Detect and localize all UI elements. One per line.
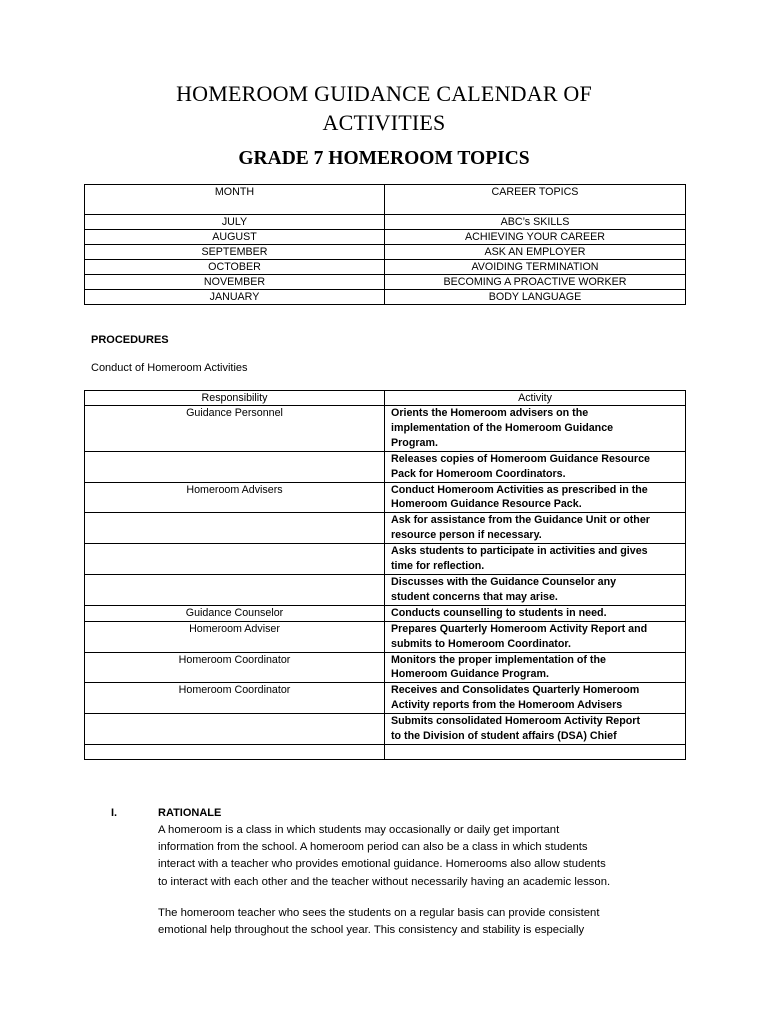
table-row	[85, 513, 686, 544]
responsibility-cell	[85, 714, 385, 745]
activity-line: resource person if necessary.	[391, 529, 542, 542]
paragraph-line: interact with a teacher who provides emotional guidance. Homerooms also allow students	[158, 858, 606, 871]
activity-cell	[385, 574, 686, 605]
paragraph-line: information from the school. A homeroom period can also be a class in which students	[158, 841, 588, 854]
responsibility-cell: Homeroom Advisers	[85, 482, 385, 513]
career-topics-table	[84, 184, 686, 305]
activity-line: time for reflection.	[391, 560, 485, 573]
paragraph-line: emotional help throughout the school year. This consistency and stability is especially	[158, 924, 585, 937]
activity-line: implementation of the Homeroom Guidance	[391, 421, 614, 434]
procedures-table	[84, 390, 686, 760]
responsibility-cell: Guidance Personnel	[85, 406, 385, 452]
career-topic-cell: ACHIEVING YOUR CAREER	[385, 230, 686, 245]
activity-line: Conducts counselling to students in need.	[391, 606, 607, 619]
activity-line: Orients the Homeroom advisers on the	[391, 407, 589, 419]
table-row	[85, 275, 686, 290]
month-cell: NOVEMBER	[85, 275, 385, 290]
paragraph-line: to interact with each other and the teacher without necessarily having an academic lesson.	[158, 875, 611, 888]
activity-cell	[385, 482, 686, 513]
activity-cell	[385, 544, 686, 575]
activity-line: Receives and Consolidates Quarterly Homeroom	[391, 684, 640, 697]
activity-cell	[385, 714, 686, 745]
table-row	[85, 245, 686, 260]
activity-line: Ask for assistance from the Guidance Unit or other	[391, 514, 650, 527]
career-table-header-row	[85, 185, 686, 215]
table-row	[85, 574, 686, 605]
activity-cell	[385, 406, 686, 452]
table-row	[85, 652, 686, 683]
table-row	[85, 605, 686, 621]
table-row	[85, 482, 686, 513]
empty-cell	[385, 744, 686, 759]
document-subtitle: GRADE 7 HOMEROOM TOPICS	[238, 148, 530, 169]
activity-cell	[385, 605, 686, 621]
career-topic-cell: BECOMING A PROACTIVE WORKER	[385, 275, 686, 290]
table-row	[85, 215, 686, 230]
month-cell: JULY	[85, 215, 385, 230]
activity-cell	[385, 513, 686, 544]
activity-cell	[385, 451, 686, 482]
table-row	[85, 683, 686, 714]
table-row	[85, 714, 686, 745]
activity-line: Activity reports from the Homeroom Advisers	[391, 699, 623, 712]
table-row	[85, 544, 686, 575]
activity-line: Monitors the proper implementation of the	[391, 653, 606, 666]
table-row	[85, 451, 686, 482]
activity-line: Discusses with the Guidance Counselor any	[391, 575, 617, 588]
document-title-line-2: ACTIVITIES	[322, 110, 446, 135]
rationale-paragraph-1	[158, 822, 698, 891]
rationale-heading: RATIONALE	[158, 807, 222, 819]
activity-line: Releases copies of Homeroom Guidance Resource	[391, 452, 650, 465]
activity-line: Submits consolidated Homeroom Activity Report	[391, 715, 641, 728]
activity-cell	[385, 683, 686, 714]
paragraph-line: A homeroom is a class in which students may occasionally or daily get important	[158, 824, 560, 836]
column-header-activity: Activity	[385, 391, 686, 406]
activity-cell	[385, 621, 686, 652]
table-row	[85, 230, 686, 245]
month-cell: JANUARY	[85, 290, 385, 305]
activity-line: Conduct Homeroom Activities as prescribed in the	[391, 483, 648, 496]
career-topic-cell: ASK AN EMPLOYER	[385, 245, 686, 260]
activity-line: to the Division of student affairs (DSA) Chief	[391, 730, 617, 743]
paragraph-line: The homeroom teacher who sees the students on a regular basis can provide consistent	[158, 907, 600, 919]
month-cell: SEPTEMBER	[85, 245, 385, 260]
career-topic-cell: ABC’s SKILLS	[385, 215, 686, 230]
empty-cell	[85, 744, 385, 759]
column-header-responsibility: Responsibility	[85, 391, 385, 406]
section-number: I.	[111, 807, 118, 819]
activity-line: Homeroom Guidance Program.	[391, 668, 549, 681]
responsibility-cell: Homeroom Coordinator	[85, 652, 385, 683]
table-row	[85, 260, 686, 275]
table-row	[85, 621, 686, 652]
activity-line: Prepares Quarterly Homeroom Activity Report and	[391, 622, 648, 635]
activity-line: Program.	[391, 436, 438, 449]
document-title-line-1: HOMEROOM GUIDANCE CALENDAR OF	[176, 81, 592, 106]
responsibility-cell	[85, 451, 385, 482]
month-cell: OCTOBER	[85, 260, 385, 275]
responsibility-cell: Homeroom Coordinator	[85, 683, 385, 714]
responsibility-cell	[85, 574, 385, 605]
career-topic-cell: AVOIDING TERMINATION	[385, 260, 686, 275]
career-topic-cell: BODY LANGUAGE	[385, 290, 686, 305]
activity-line: Homeroom Guidance Resource Pack.	[391, 498, 582, 511]
activity-line: student concerns that may arise.	[391, 590, 558, 603]
table-row	[85, 406, 686, 452]
activity-line: submits to Homeroom Coordinator.	[391, 637, 571, 650]
responsibility-cell: Guidance Counselor	[85, 605, 385, 621]
table-row-empty	[85, 744, 686, 759]
column-header-career-topics: CAREER TOPICS	[385, 185, 686, 215]
procedures-header-row	[85, 391, 686, 406]
activity-line: Asks students to participate in activities and gives	[391, 545, 648, 558]
conduct-subheading: Conduct of Homeroom Activities	[91, 362, 248, 374]
table-row	[85, 290, 686, 305]
column-header-month: MONTH	[85, 185, 385, 215]
month-cell: AUGUST	[85, 230, 385, 245]
responsibility-cell	[85, 544, 385, 575]
responsibility-cell	[85, 513, 385, 544]
procedures-heading: PROCEDURES	[91, 334, 169, 346]
rationale-paragraph-2	[158, 905, 698, 939]
activity-cell	[385, 652, 686, 683]
responsibility-cell: Homeroom Adviser	[85, 621, 385, 652]
activity-line: Pack for Homeroom Coordinators.	[391, 467, 566, 480]
